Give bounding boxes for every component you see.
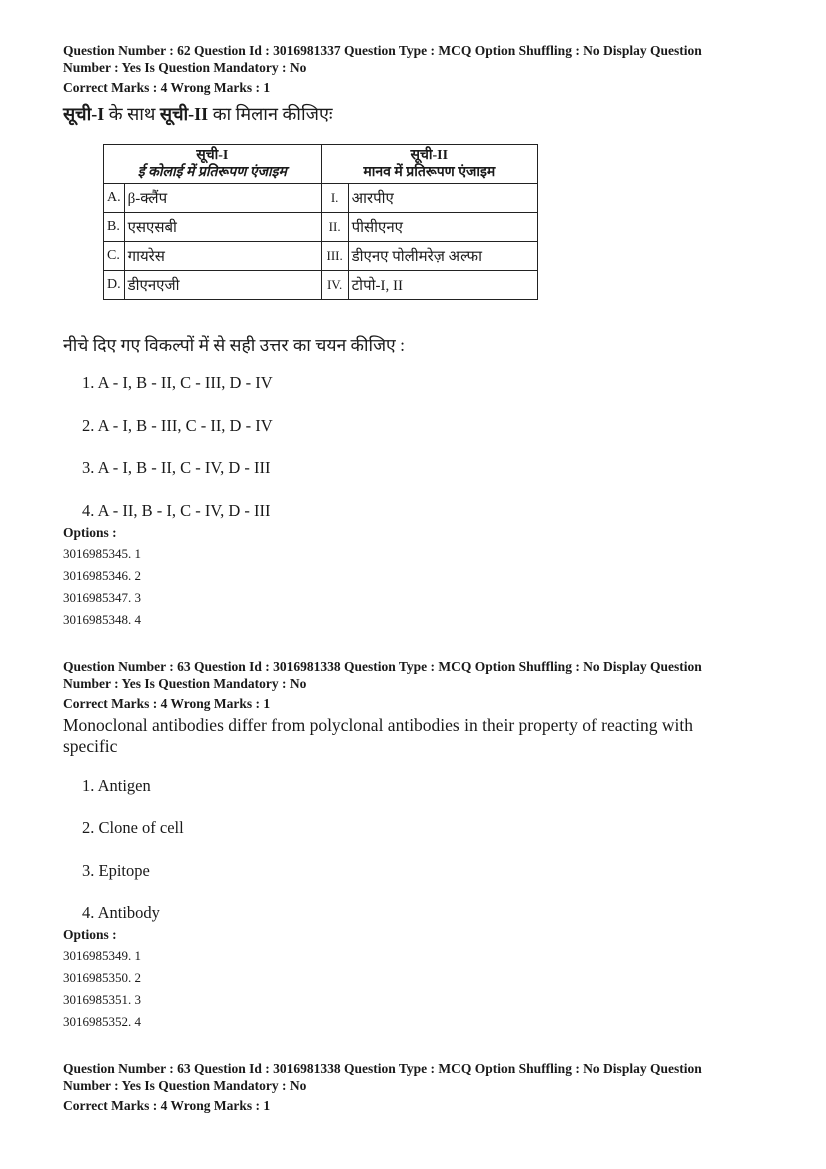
row-label: D. xyxy=(104,271,125,300)
row-left-value: एसएसबी xyxy=(124,213,321,242)
row-right-value: डीएनए पोलीमरेज़ अल्फा xyxy=(348,242,537,271)
q63-question-line1: Monoclonal antibodies differ from polyclonal antibodies in their property of reacting with xyxy=(63,715,693,735)
q62-marks: Correct Marks : 4 Wrong Marks : 1 xyxy=(63,80,271,95)
row-left-value: β-क्लैंप xyxy=(124,184,321,213)
q63-meta-line1: Question Number : 63 Question Id : 3016981338 Question Type : MCQ Option Shuffling : No Display Question xyxy=(63,659,702,674)
q63-marks: Correct Marks : 4 Wrong Marks : 1 xyxy=(63,696,271,711)
row-right-label: II. xyxy=(321,213,348,242)
q62-heading-list2: सूची-II xyxy=(159,104,209,124)
q62-choice-2: 2. A - I, B - III, C - II, D - IV xyxy=(82,416,273,435)
q63-option-id-2: 3016985350. 2 xyxy=(63,970,141,985)
q63-question-text xyxy=(63,715,693,757)
col2-title: सूची-II xyxy=(410,148,449,163)
q63-option-id-4: 3016985352. 4 xyxy=(63,1014,141,1029)
table-row xyxy=(104,271,538,300)
table-header-row xyxy=(104,145,538,184)
q62-options-label: Options : xyxy=(63,525,117,540)
row-label: B. xyxy=(104,213,125,242)
row-right-label: III. xyxy=(321,242,348,271)
q62-heading-mid: के साथ xyxy=(104,104,160,124)
col1-header xyxy=(104,145,322,184)
q62-meta-line1: Question Number : 62 Question Id : 3016981337 Question Type : MCQ Option Shuffling : No Display Question xyxy=(63,43,702,58)
q63-option-id-1: 3016985349. 1 xyxy=(63,948,141,963)
q63-meta xyxy=(63,659,773,692)
q62-option-id-4: 3016985348. 4 xyxy=(63,612,141,627)
row-left-value: डीएनएजी xyxy=(124,271,321,300)
q63-choice-3: 3. Epitope xyxy=(82,861,150,880)
q62-choice-3: 3. A - I, B - II, C - IV, D - III xyxy=(82,458,271,477)
q63b-meta xyxy=(63,1061,773,1094)
q63-option-id-3: 3016985351. 3 xyxy=(63,992,141,1007)
q62-heading-list1: सूची-I xyxy=(63,104,105,124)
q62-option-id-2: 3016985346. 2 xyxy=(63,568,141,583)
q62-heading-suffix: का मिलान कीजिएः xyxy=(208,104,333,124)
row-right-value: आरपीए xyxy=(348,184,537,213)
q62-match-table xyxy=(103,144,538,300)
q62-heading xyxy=(63,102,333,126)
q62-choice-1: 1. A - I, B - II, C - III, D - IV xyxy=(82,373,273,392)
table-row xyxy=(104,242,538,271)
q62-meta xyxy=(63,43,773,76)
q63-meta-line2: Number : Yes Is Question Mandatory : No xyxy=(63,675,307,691)
q62-instruction: नीचे दिए गए विकल्पों में से सही उत्तर का चयन कीजिए : xyxy=(63,335,405,355)
q63-options-label: Options : xyxy=(63,927,117,942)
q63-choice-4: 4. Antibody xyxy=(82,903,160,922)
q62-meta-line2: Number : Yes Is Question Mandatory : No xyxy=(63,59,307,75)
row-right-label: IV. xyxy=(321,271,348,300)
col1-title: सूची-I xyxy=(196,148,229,163)
col1-subtitle: ई कोलाई में प्रतिरूपण एंजाइम xyxy=(137,165,287,180)
q62-option-id-3: 3016985347. 3 xyxy=(63,590,141,605)
q63b-meta-line1: Question Number : 63 Question Id : 3016981338 Question Type : MCQ Option Shuffling : No Display Question xyxy=(63,1061,702,1076)
q63b-meta-line2: Number : Yes Is Question Mandatory : No xyxy=(63,1077,307,1093)
row-right-value: टोपो-I, II xyxy=(348,271,537,300)
row-right-value: पीसीएनए xyxy=(348,213,537,242)
q62-option-id-1: 3016985345. 1 xyxy=(63,546,141,561)
q62-choice-4: 4. A - II, B - I, C - IV, D - III xyxy=(82,501,271,520)
row-label: A. xyxy=(104,184,125,213)
col2-subtitle: मानव में प्रतिरूपण एंजाइम xyxy=(363,165,496,180)
q63b-marks: Correct Marks : 4 Wrong Marks : 1 xyxy=(63,1098,271,1113)
q63-question-line2: specific xyxy=(63,736,118,756)
q63-choice-1: 1. Antigen xyxy=(82,776,151,795)
row-left-value: गायरेस xyxy=(124,242,321,271)
table-row xyxy=(104,213,538,242)
table-row xyxy=(104,184,538,213)
row-label: C. xyxy=(104,242,125,271)
q63-choice-2: 2. Clone of cell xyxy=(82,818,184,837)
col2-header xyxy=(321,145,537,184)
row-right-label: I. xyxy=(321,184,348,213)
